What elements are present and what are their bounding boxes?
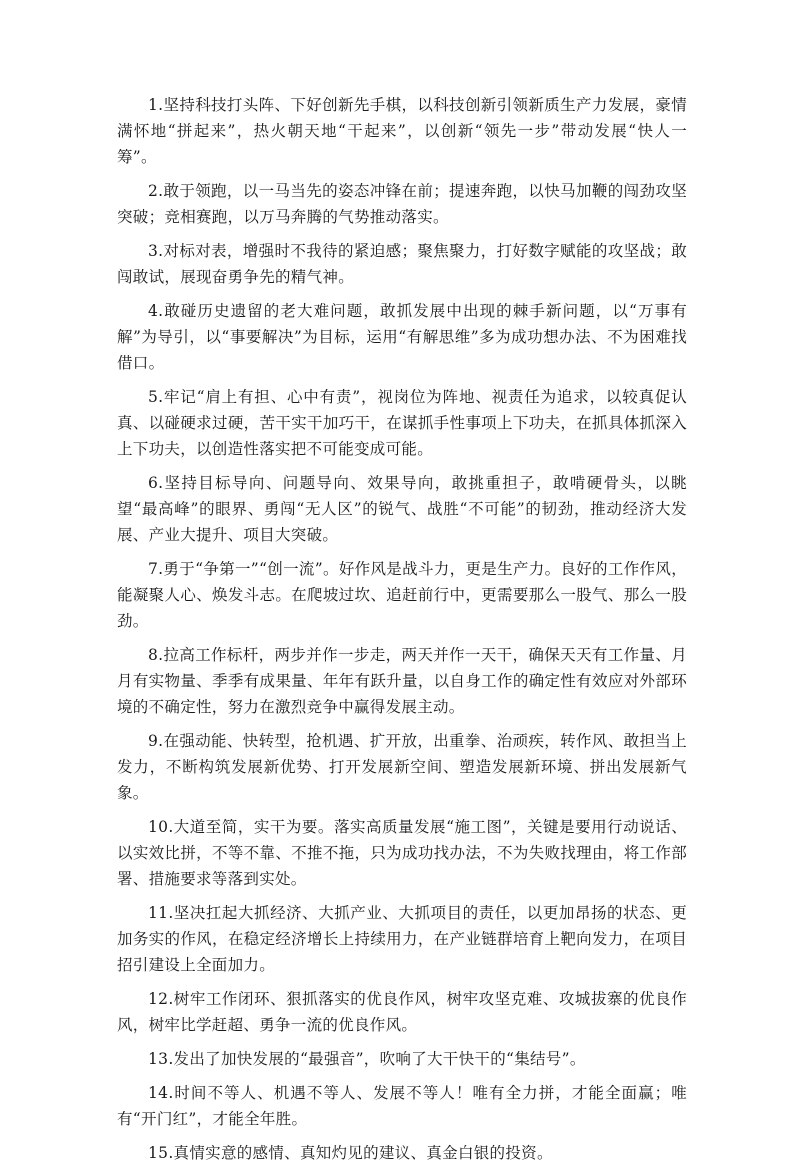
paragraph-4: 4.敢碰历史遗留的老大难问题，敢抓发展中出现的棘手新问题，以“万事有解”为导引，以“事要解决”为目标，运用“有解思维”多为成功想办法、不为困难找借口。	[117, 302, 687, 372]
paragraph-12: 12.树牢工作闭环、狠抓落实的优良作风，树牢攻坚克难、攻城拔寨的优良作风，树牢比学赶超、勇争一流的优良作风。	[117, 990, 687, 1034]
paragraph-13: 13.发出了加快发展的“最强音”，吹响了大干快干的“集结号”。	[148, 1050, 586, 1068]
paragraph-8: 8.拉高工作标杆，两步并作一步走，两天并作一天干，确保天天有工作量、月月有实物量、季季有成果量、年年有跃升量，以自身工作的确定性有效应对外部环境的不确定性，努力在激烈竞争中赢得发展主动。	[117, 646, 687, 716]
document-page	[117, 92, 687, 1174]
paragraph-15: 15.真情实意的感情、真知灼见的建议、真金白银的投资。	[148, 1144, 553, 1162]
paragraph-9: 9.在强动能、快转型，抢机遇、扩开放，出重拳、治顽疾，转作风、敢担当上发力，不断构筑发展新优势、打开发展新空间、塑造发展新环境、拼出发展新气象。	[117, 732, 687, 802]
paragraph-5: 5.牢记“肩上有担、心中有责”，视岗位为阵地、视责任为追求，以较真促认真、以碰硬求过硬，苦干实干加巧干，在谋抓手性事项上下功夫，在抓具体抓深入上下功夫，以创造性落实把不可能变成可能。	[117, 388, 687, 458]
paragraph-10: 10.大道至简，实干为要。落实高质量发展“施工图”，关键是要用行动说话、以实效比拼，不等不靠、不推不拖，只为成功找办法，不为失败找理由，将工作部署、措施要求等落到实处。	[117, 818, 687, 888]
paragraph-1: 1.坚持科技打头阵、下好创新先手棋，以科技创新引领新质生产力发展，豪情满怀地“拼起来”，热火朝天地“干起来”，以创新“领先一步”带动发展“快人一筹”。	[117, 96, 687, 166]
paragraph-11: 11.坚决扛起大抓经济、大抓产业、大抓项目的责任，以更加昂扬的状态、更加务实的作风，在稳定经济增长上持续用力，在产业链群培育上靶向发力，在项目招引建设上全面加力。	[117, 904, 687, 974]
paragraph-2: 2.敢于领跑，以一马当先的姿态冲锋在前；提速奔跑，以快马加鞭的闯劲攻坚突破；竞相赛跑，以万马奔腾的气势推动落实。	[117, 182, 687, 226]
paragraph-6: 6.坚持目标导向、问题导向、效果导向，敢挑重担子，敢啃硬骨头，以眺望“最高峰”的眼界、勇闯“无人区”的锐气、战胜“不可能”的韧劲，推动经济大发展、产业大提升、项目大突破。	[117, 474, 687, 544]
paragraph-14: 14.时间不等人、机遇不等人、发展不等人！唯有全力拼，才能全面赢；唯有“开门红”，才能全年胜。	[117, 1084, 687, 1128]
paragraph-7: 7.勇于“争第一”“创一流”。好作风是战斗力，更是生产力。良好的工作作风，能凝聚人心、焕发斗志。在爬坡过坎、追赶前行中，更需要那么一股气、那么一股劲。	[117, 560, 687, 630]
paragraph-3: 3.对标对表，增强时不我待的紧迫感；聚焦聚力，打好数字赋能的攻坚战；敢闯敢试，展现奋勇争先的精气神。	[117, 242, 687, 286]
